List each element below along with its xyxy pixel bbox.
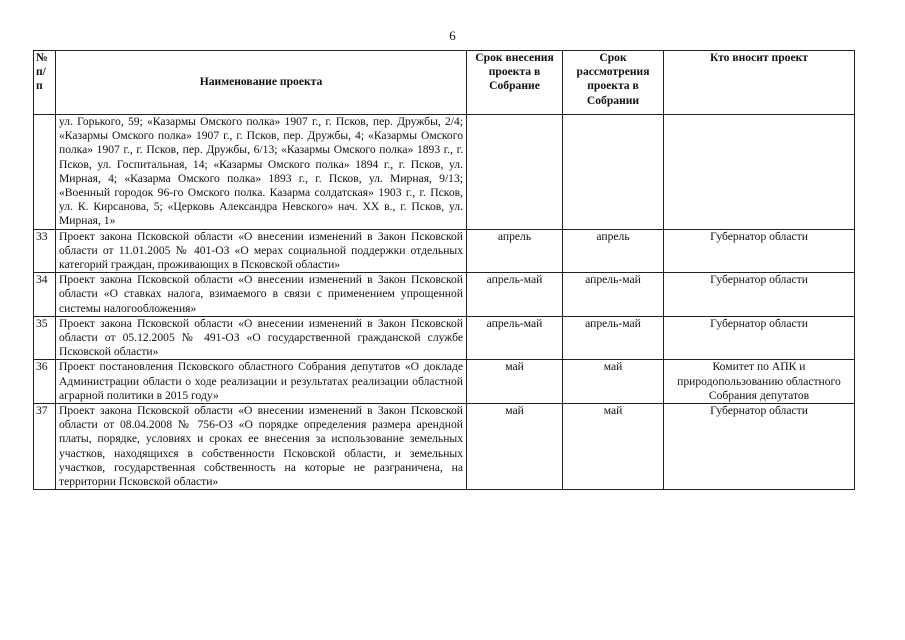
header-number	[34, 51, 56, 115]
row-project-name: Проект закона Псковской области «О внесении изменений в Закон Псковской области от 05.12.2005 № 491-ОЗ «О государственной гражданской службе Псковской области»	[56, 316, 467, 360]
table-row	[34, 360, 855, 404]
row-review-deadline: апрель-май	[563, 316, 664, 360]
row-submission-deadline: апрель-май	[467, 316, 563, 360]
row-submitter	[664, 115, 855, 230]
row-project-name: Проект закона Псковской области «О внесении изменений в Закон Псковской области от 08.04.2008 № 756-ОЗ «О порядке определения размера арендной платы, порядке, условиях и сроках ее внесения за использование земельных участков, находящихся в собственности Псковской области, и земельных участков, государственная собственность на которые не разграничена, на территории Псковской области»	[56, 404, 467, 490]
header-project-name: Наименование проекта	[56, 51, 467, 115]
row-submission-deadline: апрель-май	[467, 273, 563, 317]
row-number: 34	[34, 273, 56, 317]
row-project-name: Проект постановления Псковского областного Собрания депутатов «О докладе Администрации области о ходе реализации и результатах реализации областной аграрной политики в 2015 году»	[56, 360, 467, 404]
projects-table	[33, 50, 855, 490]
table-row	[34, 273, 855, 317]
row-number: 36	[34, 360, 56, 404]
row-submitter: Комитет по АПК и природопользованию областного Собрания депутатов	[664, 360, 855, 404]
row-submission-deadline: апрель	[467, 229, 563, 273]
row-submitter: Губернатор области	[664, 273, 855, 317]
header-submission-deadline: Срок внесения проекта в Собрание	[467, 51, 563, 115]
row-number: 33	[34, 229, 56, 273]
row-submission-deadline	[467, 115, 563, 230]
row-review-deadline: май	[563, 360, 664, 404]
row-submission-deadline: май	[467, 404, 563, 490]
table-row	[34, 316, 855, 360]
row-review-deadline	[563, 115, 664, 230]
row-submitter: Губернатор области	[664, 404, 855, 490]
row-project-name: ул. Горького, 59; «Казармы Омского полка» 1907 г., г. Псков, пер. Дружбы, 2/4; «Казармы Омского полка» 1907 г., г. Псков, пер. Дружбы, 4; «Казармы Омского полка» 1907 г., г. Псков, пер. Дружбы, 6/13; «Казармы Омского полка» 1893 г., г. Псков, ул. Госпитальная, 14; «Казармы Омского полка» 1894 г., г. Псков, ул. Мирная, 4; «Казарма Омского полка» 1893 г., г. Псков, ул. Мирная, 9/13; «Военный городок 96-го Омского полка. Казарма солдатская» 1903 г., г. Псков, ул. К. Кирсанова, 5; «Церковь Александра Невского» нач. XX в., г. Псков, ул. Мирная, 1»	[56, 115, 467, 230]
row-project-name: Проект закона Псковской области «О внесении изменений в Закон Псковской области от 11.01.2005 № 401-ОЗ «О мерах социальной поддержки отдельных категорий граждан, проживающих в Псковской области»	[56, 229, 467, 273]
row-review-deadline: апрель-май	[563, 273, 664, 317]
table-row	[34, 404, 855, 490]
row-submission-deadline: май	[467, 360, 563, 404]
header-number-label: № п/п	[36, 51, 48, 93]
row-number: 35	[34, 316, 56, 360]
row-number	[34, 115, 56, 230]
row-review-deadline: май	[563, 404, 664, 490]
row-submitter: Губернатор области	[664, 316, 855, 360]
row-submitter: Губернатор области	[664, 229, 855, 273]
page-number: 6	[449, 28, 456, 43]
row-number: 37	[34, 404, 56, 490]
row-review-deadline: апрель	[563, 229, 664, 273]
row-project-name: Проект закона Псковской области «О внесении изменений в Закон Псковской области «О ставках налога, взимаемого в связи с применением упрощенной системы налогообложения»	[56, 273, 467, 317]
header-submitter: Кто вносит проект	[664, 51, 855, 115]
header-review-deadline: Срок рассмотрения проекта в Собрании	[563, 51, 664, 115]
table-row	[34, 115, 855, 230]
table-row	[34, 229, 855, 273]
table-header-row	[34, 51, 855, 115]
